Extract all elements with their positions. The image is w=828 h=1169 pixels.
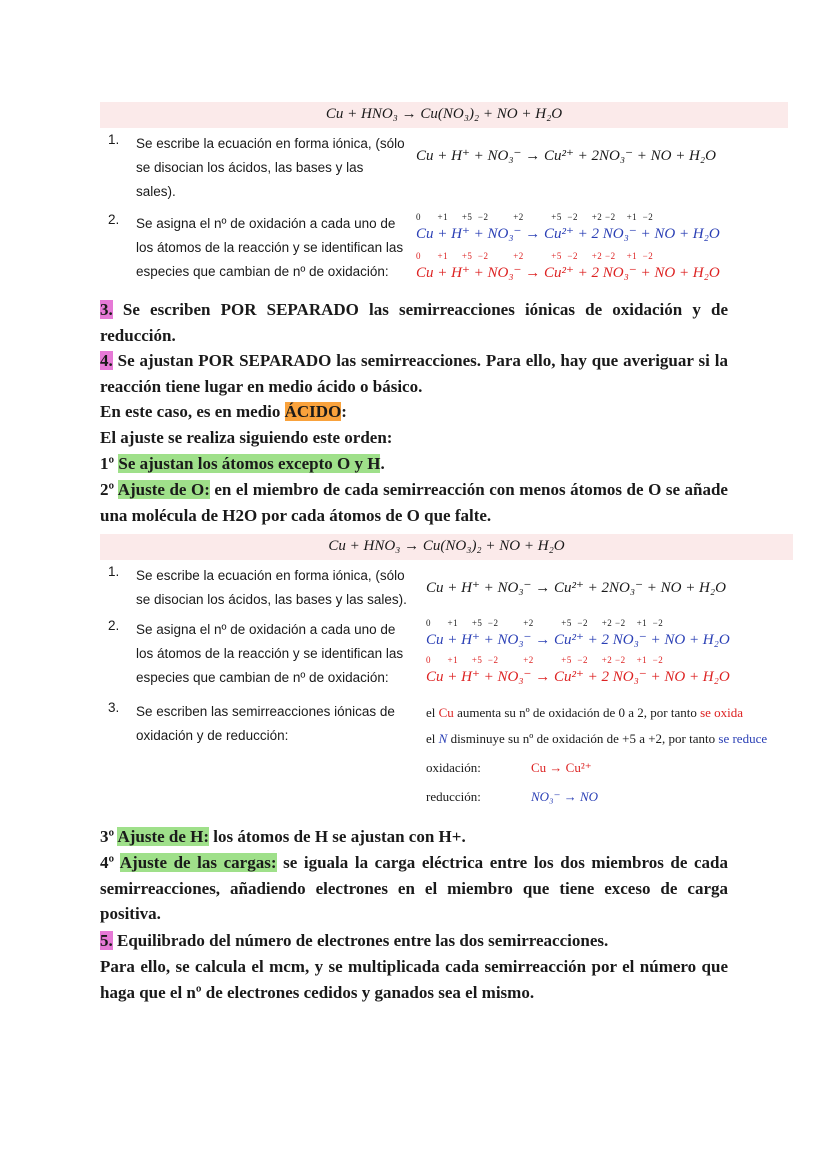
highlight-term: Ajuste de las cargas: xyxy=(119,853,277,872)
figure-step-2 xyxy=(100,212,788,284)
equation-figure-1 xyxy=(100,102,788,284)
paragraph-orden: El ajuste se realiza siguiendo este orden: xyxy=(100,428,393,447)
note-se-reduce: se reduce xyxy=(718,731,768,746)
oxidation-numbers: 0 +1 +5 −2 +2 +5 −2 +2 −2 +1 −2 xyxy=(426,618,664,628)
paragraph-ajuste-2 xyxy=(100,477,728,528)
figure-header-equation: Cu + HNO₃ → Cu(NO₃)₂ + NO + H₂O xyxy=(100,102,788,128)
note-se-oxida: se oxida xyxy=(700,705,744,720)
reduction-label: reducción: xyxy=(426,789,481,804)
oxidation-equation: Cu → Cu²⁺ xyxy=(531,760,592,775)
note-text: el xyxy=(426,705,439,720)
note-copper xyxy=(426,700,793,726)
figure-step-3 xyxy=(100,700,793,810)
oxidation-numbers-colored: 0 +1 +5 −2 +2 +5 −2 +2 −2 +1 −2 xyxy=(416,251,654,261)
ordinal: 3º xyxy=(100,827,118,846)
paragraph-text: Equilibrado del número de electrones entre las dos semirreacciones. xyxy=(112,931,609,950)
paragraph-text: los átomos de H se ajustan con H+. xyxy=(209,827,466,846)
step-number-badge: 4. xyxy=(100,351,113,370)
step-text: Se escribe la ecuación en forma iónica, (sólo se disocian los ácidos, las bases y las sales). xyxy=(136,136,405,199)
oxidation-half-reaction xyxy=(426,755,793,781)
oxidation-equation-blue: Cu + H⁺ + NO₃⁻ → Cu²⁺ + 2 NO₃⁻ + NO + H₂O xyxy=(416,226,720,242)
step-text: Se asigna el nº de oxidación a cada uno de los átomos de la reacción y se identifican las especies que cambian de nº de oxidación: xyxy=(136,216,404,279)
figure-header-equation: Cu + HNO₃ → Cu(NO₃)₂ + NO + H₂O xyxy=(100,534,793,560)
ordinal: 4º xyxy=(100,853,120,872)
figure-step-1 xyxy=(100,132,788,204)
step-text: Se asigna el nº de oxidación a cada uno de los átomos de la reacción y se identifican las especies que cambian de nº de oxidación: xyxy=(136,622,404,685)
reduction-half-reaction xyxy=(426,784,793,810)
paragraph-step-3 xyxy=(100,297,728,348)
step-number: 1. xyxy=(108,132,120,147)
oxidation-equation-colored xyxy=(416,262,788,284)
paragraph-final: Para ello, se calcula el mcm, y se multiplicada cada semirreacción por el número que haga que el nº de electrones cedidos y ganados sea el mismo. xyxy=(100,957,728,1002)
note-text: el xyxy=(426,731,439,746)
step-number: 3. xyxy=(108,700,120,715)
highlight-acido: ÁCIDO xyxy=(284,402,342,421)
note-n: N xyxy=(438,731,448,746)
oxidation-numbers: 0 +1 +5 −2 +2 +5 −2 +2 −2 +1 −2 xyxy=(416,212,654,222)
highlight-term: Ajuste de H: xyxy=(117,827,210,846)
note-cu: Cu xyxy=(438,705,454,720)
ionic-equation: Cu + H⁺ + NO₃⁻ → Cu²⁺ + 2NO₃⁻ + NO + H₂O xyxy=(426,580,726,596)
ordinal: 2º xyxy=(100,480,118,499)
figure-step-1 xyxy=(100,564,793,612)
paragraph-ajuste-3 xyxy=(100,824,728,850)
oxidation-number-equations xyxy=(416,618,793,688)
paragraph-medio xyxy=(100,399,728,425)
step-number: 2. xyxy=(108,212,120,227)
half-reactions xyxy=(416,700,793,810)
note-nitrogen xyxy=(426,726,793,752)
oxidation-equation-colored xyxy=(426,666,793,688)
equation-colored-text: Cu + H⁺ + NO₃⁻ → Cu²⁺ + 2 NO₃⁻ + NO + H₂O xyxy=(416,265,720,281)
paragraph-ajuste-4 xyxy=(100,850,728,927)
oxidation-equation-blue: Cu + H⁺ + NO₃⁻ → Cu²⁺ + 2 NO₃⁻ + NO + H₂O xyxy=(426,632,730,648)
highlight-term: Ajuste de O: xyxy=(117,480,210,499)
note-text: aumenta su nº de oxidación de 0 a 2, por tanto xyxy=(453,705,701,720)
highlight-term: Se ajustan los átomos excepto O y H xyxy=(118,454,381,473)
medio-prefix: En este caso, es en medio xyxy=(100,402,285,421)
oxidation-number-equations xyxy=(406,212,788,284)
step-text: Se escriben las semirreacciones iónicas de oxidación y de reducción: xyxy=(136,704,395,743)
paragraph-ajuste-1 xyxy=(100,451,728,477)
paragraph-text: en el miembro de cada semirreacción con menos átomos de O se añade una molécula de H2O por cada átomos de O que falte. xyxy=(100,480,728,525)
equation-figure-2 xyxy=(100,534,793,810)
paragraph-step-5 xyxy=(100,928,728,954)
step-number-badge: 3. xyxy=(100,300,113,319)
paragraph-step-4 xyxy=(100,348,728,399)
figure-step-2 xyxy=(100,618,793,690)
medio-suffix: : xyxy=(341,402,347,421)
paragraph-text: . xyxy=(380,454,385,473)
step-number: 1. xyxy=(108,564,120,579)
paragraph-text: se iguala la carga eléctrica entre los dos miembros de cada semirreacciones, añadiendo electrones en el miembro que tiene exceso de carga positiva. xyxy=(100,853,729,923)
note-text: disminuye su nº de oxidación de +5 a +2, por tanto xyxy=(447,731,719,746)
ordinal: 1º xyxy=(100,454,119,473)
step-number: 2. xyxy=(108,618,120,633)
paragraph-text: Se ajustan POR SEPARADO las semirreacciones. Para ello, hay que averiguar si la reacción tiene lugar en medio ácido o básico. xyxy=(100,351,728,396)
ionic-equation: Cu + H⁺ + NO₃⁻ → Cu²⁺ + 2NO₃⁻ + NO + H₂O xyxy=(416,148,716,164)
reduction-equation: NO₃⁻ → NO xyxy=(531,789,598,804)
step-text: Se escribe la ecuación en forma iónica, (sólo se disocian los ácidos, las bases y las sales). xyxy=(136,568,407,607)
oxidation-label: oxidación: xyxy=(426,760,481,775)
oxidation-numbers-colored: 0 +1 +5 −2 +2 +5 −2 +2 −2 +1 −2 xyxy=(426,655,664,665)
equation-colored-text: Cu + H⁺ + NO₃⁻ → Cu²⁺ + 2 NO₃⁻ + NO + H₂O xyxy=(426,669,730,685)
step-number-badge: 5. xyxy=(100,931,113,950)
paragraph-text: Se escriben POR SEPARADO las semirreacciones iónicas de oxidación y de reducción. xyxy=(100,300,728,345)
